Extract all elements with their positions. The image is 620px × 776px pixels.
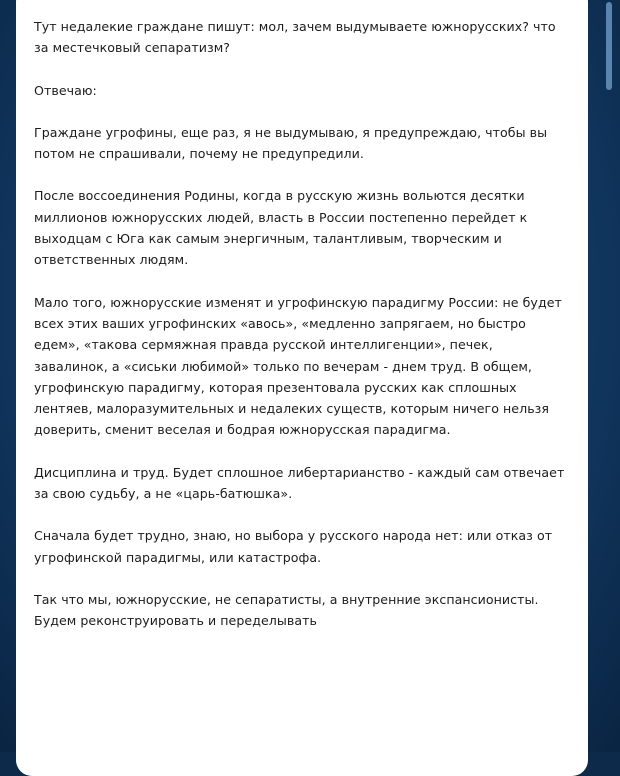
message-paragraph: Дисциплина и труд. Будет сплошное либертарианство - каждый сам отвечает за свою судьбу, а не «царь-батюшка».	[34, 464, 565, 502]
message-paragraph: После воссоединения Родины, когда в русскую жизнь вольются десятки миллионов южнорусских людей, власть в России постепенно перейдет к выходцам с Юга как самым энергичным, талантливым, творческим и ответственных людям.	[34, 188, 528, 268]
scrollbar[interactable]	[606, 2, 612, 90]
message-bubble[interactable]	[16, 0, 588, 776]
message-paragraph: Граждане угрофины, еще раз, я не выдумываю, я предупреждаю, чтобы вы потом не спрашивали, почему не предупредили.	[34, 124, 548, 162]
message-paragraph: Отвечаю:	[34, 82, 97, 98]
message-paragraph: Тут недалекие граждане пишут: мол, зачем выдумываете южнорусских? что за местечковый сепаратизм?	[34, 19, 556, 56]
message-paragraph: Сначала будет трудно, знаю, но выбора у русского народа нет: или отказ от угрофинской парадигмы, или катастрофа.	[34, 528, 553, 565]
message-paragraph: Мало того, южнорусские изменят и угрофинскую парадигму России: не будет всех этих ваших угрофинских «авось», «медленно запрягаем, но быстро едем», «такова сермяжная правда русской интеллигенции», печек, завалинок, а «сиськи любимой» только по вечерам - днем труд. В общем, угрофинскую парадигму, которая презентовала русских как сплошных лентяев, малоразумительных и недалеких существ, которым ничего нельзя доверить, сменит веселая и бодрая южнорусская парадигма.	[34, 294, 562, 438]
message-paragraph: Так что мы, южнорусские, не сепаратисты, а внутренние экспансионисты. Будем реконструировать и переделывать	[34, 591, 539, 629]
